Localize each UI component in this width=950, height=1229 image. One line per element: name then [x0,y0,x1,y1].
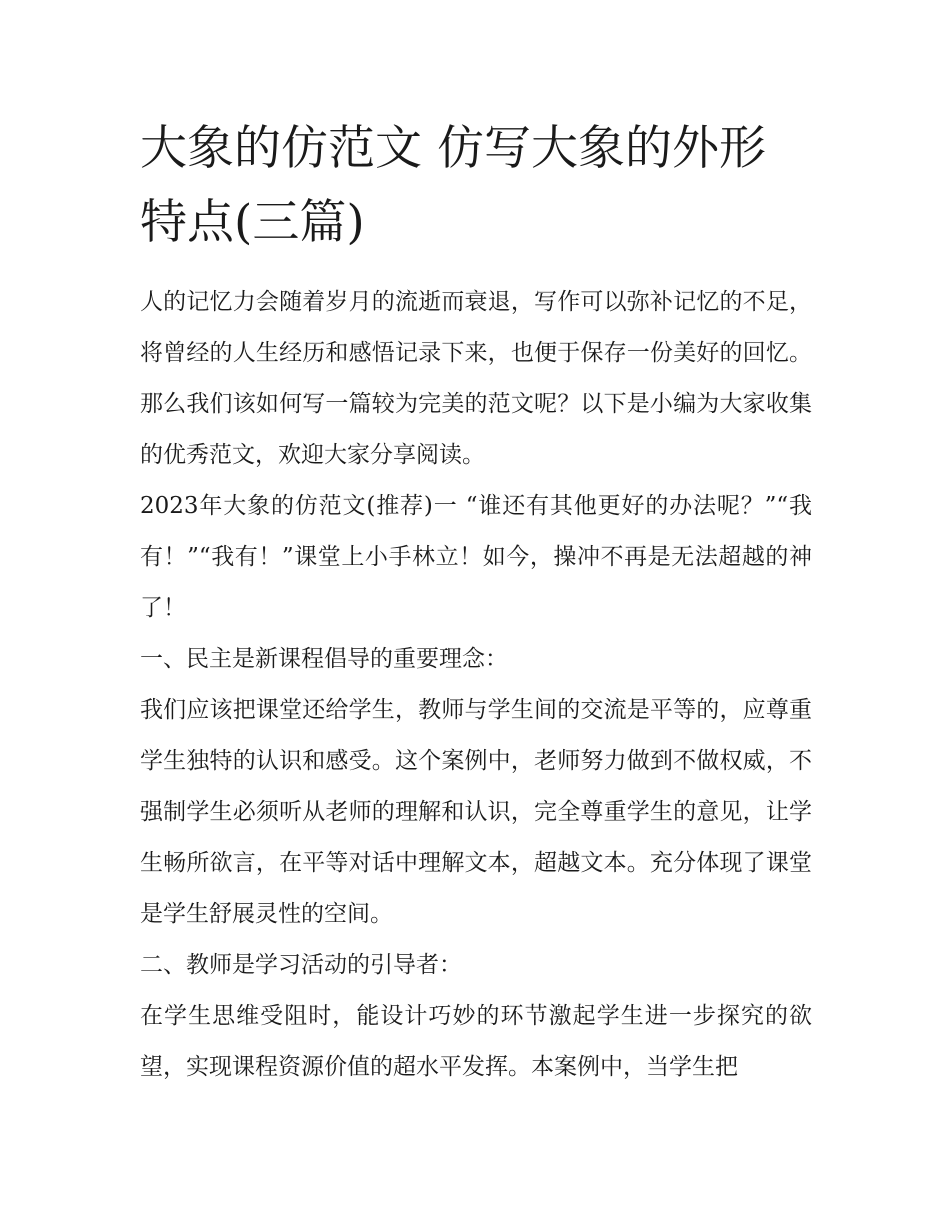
document-page [140,112,812,1093]
section-heading-democracy: 一、民主是新课程倡导的重要理念： [140,646,508,672]
section-heading-teacher-guide: 二、教师是学习活动的引导者： [140,952,462,978]
document-title: 大象的仿范文 仿写大象的外形特点(三篇) [140,121,766,250]
essay-one-opening-paragraph: 2023年大象的仿范文(推荐)一 “谁还有其他更好的办法呢？”“我有！”“我有！”课堂上小手林立！如今，操冲不再是无法超越的神了！ [140,493,812,621]
body-paragraph-teacher-guide: 在学生思维受阻时，能设计巧妙的环节激起学生进一步探究的欲望，实现课程资源价值的超水平发挥。本案例中，当学生把 [140,1003,812,1080]
body-paragraph-democracy: 我们应该把课堂还给学生，教师与学生间的交流是平等的，应尊重学生独特的认识和感受。这个案例中，老师努力做到不做权威，不强制学生必须听从老师的理解和认识，完全尊重学生的意见，让学生畅所欲言，在平等对话中理解文本，超越文本。充分体现了课堂是学生舒展灵性的空间。 [140,697,812,927]
intro-paragraph: 人的记忆力会随着岁月的流逝而衰退，写作可以弥补记忆的不足，将曾经的人生经历和感悟记录下来，也便于保存一份美好的回忆。那么我们该如何写一篇较为完美的范文呢？以下是小编为大家收集的优秀范文，欢迎大家分享阅读。 [140,289,812,468]
